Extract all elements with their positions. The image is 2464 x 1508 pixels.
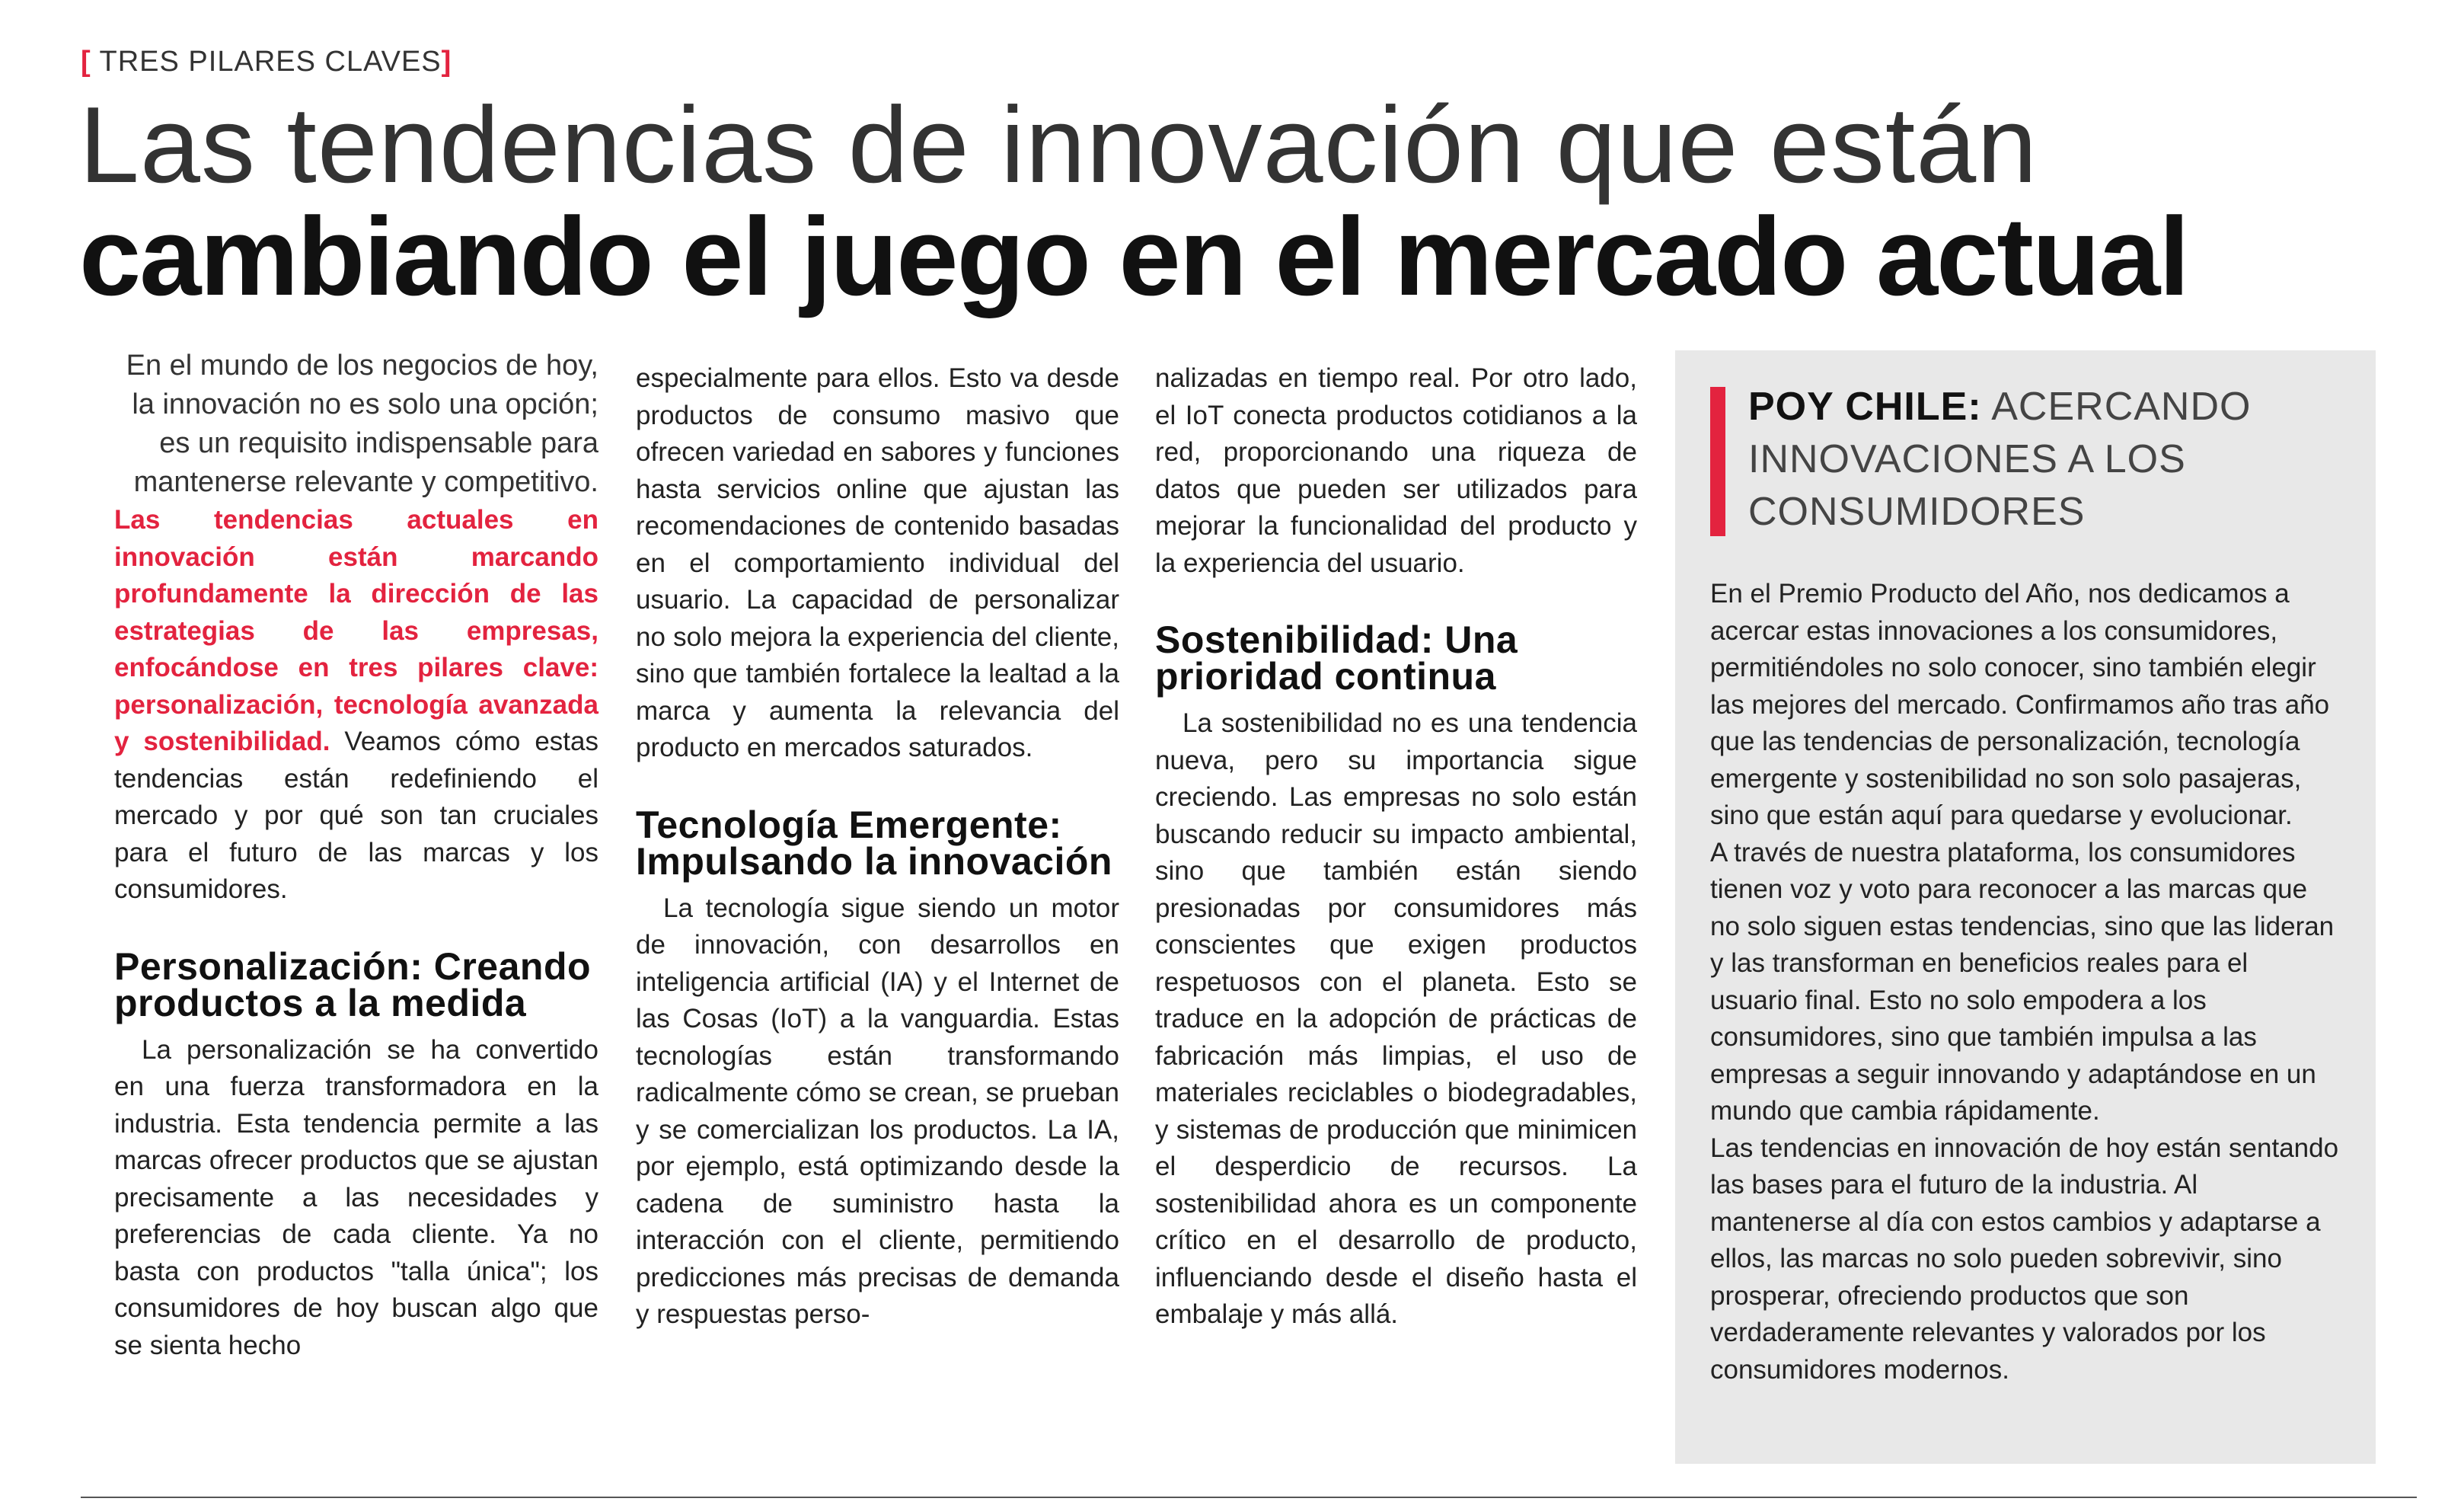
headline-line-2: cambiando el juego en el mercado actual xyxy=(79,194,2188,318)
sidebar-body xyxy=(1710,576,2339,1388)
personalizacion-continued: especialmente para ellos. Esto va desde productos de consumo masivo que ofrecen variedad en sabores y funciones hasta servicios online que ajustan las recomendaciones de contenido basadas en el comportamiento individual del usuario. La capacidad de personalizar no solo mejora la experiencia del cliente, sino que también fortalece la lealtad a la marca y aumenta la relevancia del producto en mercados saturados. xyxy=(636,363,1119,762)
subheading-sostenibilidad: Sostenibilidad: Una prioridad continua xyxy=(1155,618,1518,698)
article-column-3 xyxy=(1155,360,1637,1334)
kicker-bracket-open: [ xyxy=(81,46,91,78)
section-kicker xyxy=(81,46,452,78)
article-column-1 xyxy=(114,347,598,1364)
subheading-personalizacion: Personalización: Creando productos a la medida xyxy=(114,944,592,1024)
sidebar-paragraph-3: Las tendencias en innovación de hoy están sentando las bases para el futuro de la industria. Al mantenerse al día con estos cambios y adaptarse a ellos, las marcas no solo pueden sobrevivir, sino prosperar, ofreciendo productos que son verdaderamente relevantes y valorados por los consumidores modernos. xyxy=(1710,1133,2339,1385)
tecnologia-continued: nalizadas en tiempo real. Por otro lado, el IoT conecta productos cotidianos a la red, proporcionando una riqueza de datos que pueden ser utilizados para mejorar la funcionalidad del producto y la experiencia del usuario. xyxy=(1155,363,1637,578)
bottom-rule xyxy=(81,1497,2417,1498)
intro-rest-text: Veamos cómo estas tendencias están redefiniendo el mercado y por qué son tan cruciales para el futuro de las marcas y los consumidores. xyxy=(114,727,598,904)
headline-line-1: Las tendencias de innovación que están xyxy=(79,85,2038,206)
tecnologia-paragraph: La tecnología sigue siendo un motor de innovación, con desarrollos en inteligencia artificial (IA) y el Internet de las Cosas (IoT) a la vanguardia. Estas tecnologías están transformando radicalmente cómo se crean, se prueban y se comercializan los productos. La IA, por ejemplo, está optimizando desde la cadena de suministro hasta la interacción con el cliente, permitiendo predicciones más precisas de demanda y respuestas perso- xyxy=(636,893,1119,1329)
sidebar-heading-bold: POY CHILE: xyxy=(1748,385,1982,429)
sidebar-accent-bar xyxy=(1710,387,1725,536)
highlight-text: Las tendencias actuales en innovación están marcando profundamente la dirección de las estrategias de las empresas, enfocándose en tres pilares clave: personalización, tecnología avanzada y sostenibilidad. xyxy=(114,505,598,756)
intro-paragraph xyxy=(114,502,598,909)
kicker-bracket-close: ] xyxy=(441,46,452,78)
sidebar-paragraph-2: A través de nuestra plataforma, los consumidores tienen voz y voto para reconocer a las marcas que no solo siguen estas tendencias, sino que las lideran y las transforman en beneficios reales para el usuario final. Esto no solo empodera a los consumidores, sino que también impulsa a las empresas a seguir innovando y adaptándose en un mundo que cambia rápidamente. xyxy=(1710,837,2335,1126)
lead-paragraph: En el mundo de los negocios de hoy, la innovación no es solo una opción; es un requisito indispensable para mantenerse relevante y competitivo. xyxy=(126,350,598,498)
sostenibilidad-paragraph: La sostenibilidad no es una tendencia nueva, pero su importancia sigue creciendo. Las empresas no solo están buscando reducir su impacto ambiental, sino que también están siendo presionadas por consumidores más conscientes que exigen productos respetuosos con el planeta. Esto se traduce en la adopción de prácticas de fabricación más limpias, el uso de materiales reciclables o biodegradables, y sistemas de producción que minimicen el desperdicio de recursos. La sostenibilidad ahora es un componente crítico en el desarrollo de producto, influenciando desde el diseño hasta el embalaje y más allá. xyxy=(1155,708,1637,1329)
sidebar-paragraph-1: En el Premio Producto del Año, nos dedicamos a acercar estas innovaciones a los consumidores, permitiéndoles no solo conocer, sino también elegir las mejores del mercado. Confirmamos año tras año que las tendencias de personalización, tecnología emergente y sostenibilidad no son solo pasajeras, sino que están aquí para quedarse y evolucionar. xyxy=(1710,579,2330,830)
kicker-text: TRES PILARES CLAVES xyxy=(99,46,442,78)
sidebar-heading xyxy=(1748,381,2342,538)
sidebar-box xyxy=(1675,350,2376,1464)
article-column-2 xyxy=(636,360,1119,1334)
sidebar-heading-rest: ACERCANDO INNOVACIONES A LOS CONSUMIDORES xyxy=(1748,385,2252,534)
personalizacion-paragraph: La personalización se ha convertido en una fuerza transformadora en la industria. Esta tendencia permite a las marcas ofrecer productos que se ajustan precisamente a las necesidades y preferencias de cada cliente. Ya no basta con productos "talla única"; los consumidores de hoy buscan algo que se sienta hecho xyxy=(114,1034,598,1360)
subheading-tecnologia: Tecnología Emergente: Impulsando la innovación xyxy=(636,803,1112,883)
